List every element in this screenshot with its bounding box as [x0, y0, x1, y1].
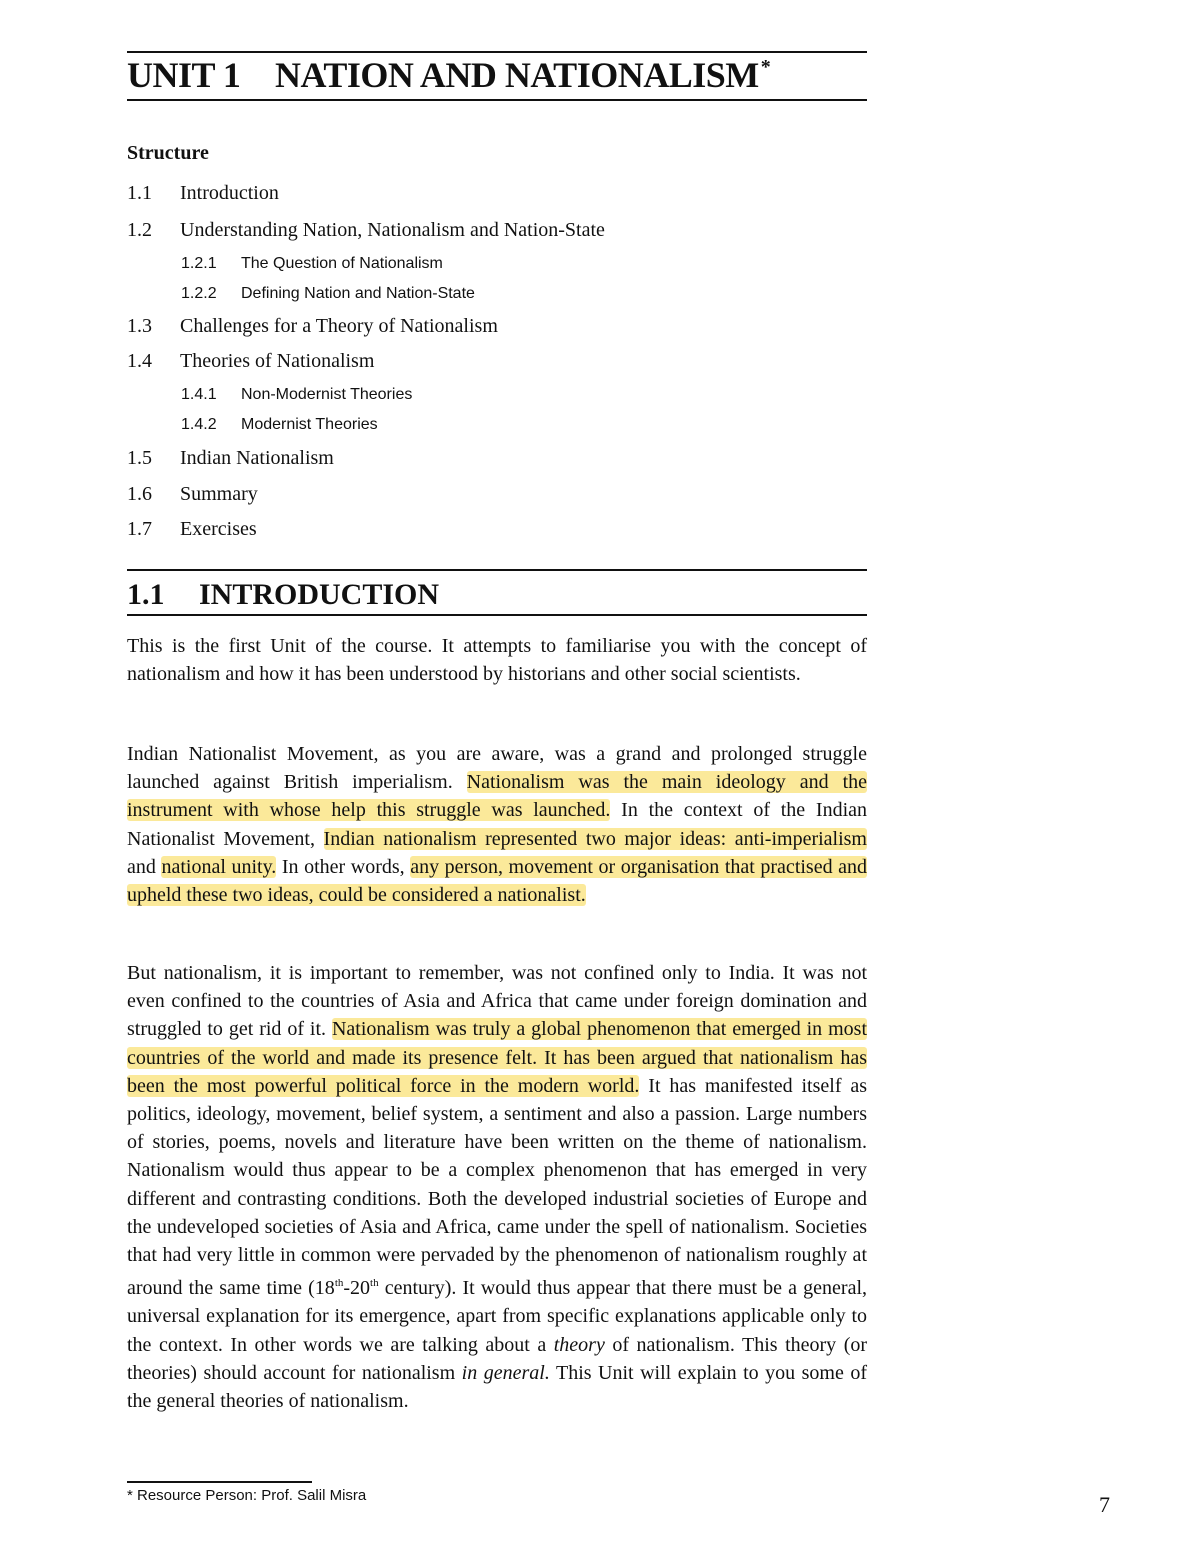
paragraph-text: It has manifested itself as politics, ideology, movement, belief system, a sentiment and also a passion. Large numbers of stories, poems, novels and literature have been written on the theme of nationalism. Nationalism would thus appear to be a complex phenomenon that has emerged in very different and contrasting conditions. Both the developed industrial societies of Europe and the undeveloped societies of Asia and Africa, came under the spell of nationalism. Societies that had very little in common were pervaded by the phenomenon of nationalism roughly at around the same time (18: [127, 1074, 868, 1300]
section-top-rule: [127, 569, 867, 571]
unit-title-text: NATION AND NATIONALISM: [275, 55, 759, 95]
emphasis-text: in general.: [461, 1361, 550, 1384]
toc-item: [127, 518, 257, 541]
paragraph-text: century). It would thus appear that there must be a general, universal explanation for its emergence, apart from specific explanations applicable only to the context. In other words we are talking about a: [127, 1277, 868, 1356]
toc-item: [127, 219, 605, 242]
toc-label: Introduction: [180, 182, 279, 204]
toc-item: [127, 315, 498, 338]
title-footnote-mark: *: [760, 56, 771, 78]
toc-number: 1.2.1: [181, 255, 217, 272]
toc-number: 1.4.1: [181, 386, 217, 403]
toc-subitem: [181, 386, 412, 404]
toc-subitem: [181, 255, 443, 273]
toc-item: [127, 350, 374, 373]
highlighted-text: national unity.: [161, 855, 277, 878]
superscript: th: [334, 1277, 344, 1290]
structure-heading: Structure: [127, 142, 209, 164]
toc-label: The Question of Nationalism: [241, 255, 443, 272]
toc-label: Modernist Theories: [241, 416, 378, 433]
toc-number: 1.3: [127, 315, 152, 337]
unit-title: [127, 54, 770, 96]
toc-item: [127, 483, 258, 506]
toc-item: [127, 182, 279, 205]
paragraph-text: -20: [343, 1277, 371, 1300]
toc-label: Indian Nationalism: [180, 447, 334, 469]
section-heading: [127, 578, 439, 612]
toc-item: [127, 447, 334, 470]
toc-label: Summary: [180, 483, 258, 505]
emphasis-text: theory: [553, 1333, 605, 1356]
unit-label: UNIT 1: [127, 55, 241, 95]
highlighted-text: any person, movement or organisation that practised and upheld these two ideas, could be considered a nationalist.: [127, 855, 868, 907]
paragraph-text: of nationalism. This theory (or theories) should account for nationalism: [127, 1333, 868, 1384]
paragraph-text: This is the first Unit of the course. It attempts to familiarise you with the concept of nationalism and how it has been understood by historians and other social scientists.: [127, 635, 867, 686]
section-bottom-rule: [127, 614, 867, 616]
superscript: th: [370, 1277, 379, 1290]
toc-label: Understanding Nation, Nationalism and Nation-State: [180, 219, 605, 241]
toc-label: Theories of Nationalism: [180, 350, 375, 372]
paragraph-text: and: [127, 855, 156, 878]
title-bottom-rule: [127, 99, 867, 101]
toc-number: 1.4: [127, 350, 152, 372]
title-top-rule: [127, 51, 867, 53]
paragraph-text: In other words,: [281, 855, 405, 878]
highlighted-text: Nationalism was truly a global phenomenon that emerged in most countries of the world and made its presence felt. It has been argued that nationalism has been the most powerful political force in the modern world.: [127, 1018, 867, 1097]
toc-label: Defining Nation and Nation-State: [241, 285, 475, 302]
highlighted-text: Nationalism was the main ideology and the instrument with whose help this struggle was launched.: [127, 771, 868, 822]
section-number: 1.1: [127, 578, 165, 611]
paragraph-2: [127, 740, 867, 909]
paragraph-text: In the context of the Indian Nationalist Movement,: [127, 799, 868, 850]
toc-subitem: [181, 285, 475, 303]
toc-label: Challenges for a Theory of Nationalism: [180, 315, 498, 337]
toc-number: 1.1: [127, 182, 152, 204]
footnote-rule: [127, 1481, 312, 1483]
paragraph-text: This Unit will explain to you some of the general theories of nationalism.: [127, 1361, 868, 1413]
toc-number: 1.6: [127, 483, 152, 505]
toc-label: Non-Modernist Theories: [241, 386, 413, 403]
paragraph-3: [127, 959, 867, 1415]
toc-label: Exercises: [180, 518, 257, 540]
highlighted-text: Indian nationalism represented two major ideas: anti-imperialism: [323, 827, 867, 850]
page-number: 7: [1099, 1492, 1110, 1517]
toc-number: 1.7: [127, 518, 152, 540]
toc-number: 1.4.2: [181, 416, 217, 433]
paragraph-text: But nationalism, it is important to remember, was not confined only to India. It was not even confined to the countries of Asia and Africa that came under foreign domination and struggled to get rid of it.: [127, 962, 867, 1041]
footnote: * Resource Person: Prof. Salil Misra: [127, 1487, 367, 1504]
paragraph-1: [127, 632, 867, 688]
toc-number: 1.5: [127, 447, 152, 469]
paragraph-text: Indian Nationalist Movement, as you are aware, was a grand and prolonged struggle launched against British imperialism.: [127, 743, 867, 794]
toc-number: 1.2.2: [181, 285, 217, 302]
toc-number: 1.2: [127, 219, 152, 241]
section-title: INTRODUCTION: [199, 578, 440, 611]
toc-subitem: [181, 416, 378, 434]
